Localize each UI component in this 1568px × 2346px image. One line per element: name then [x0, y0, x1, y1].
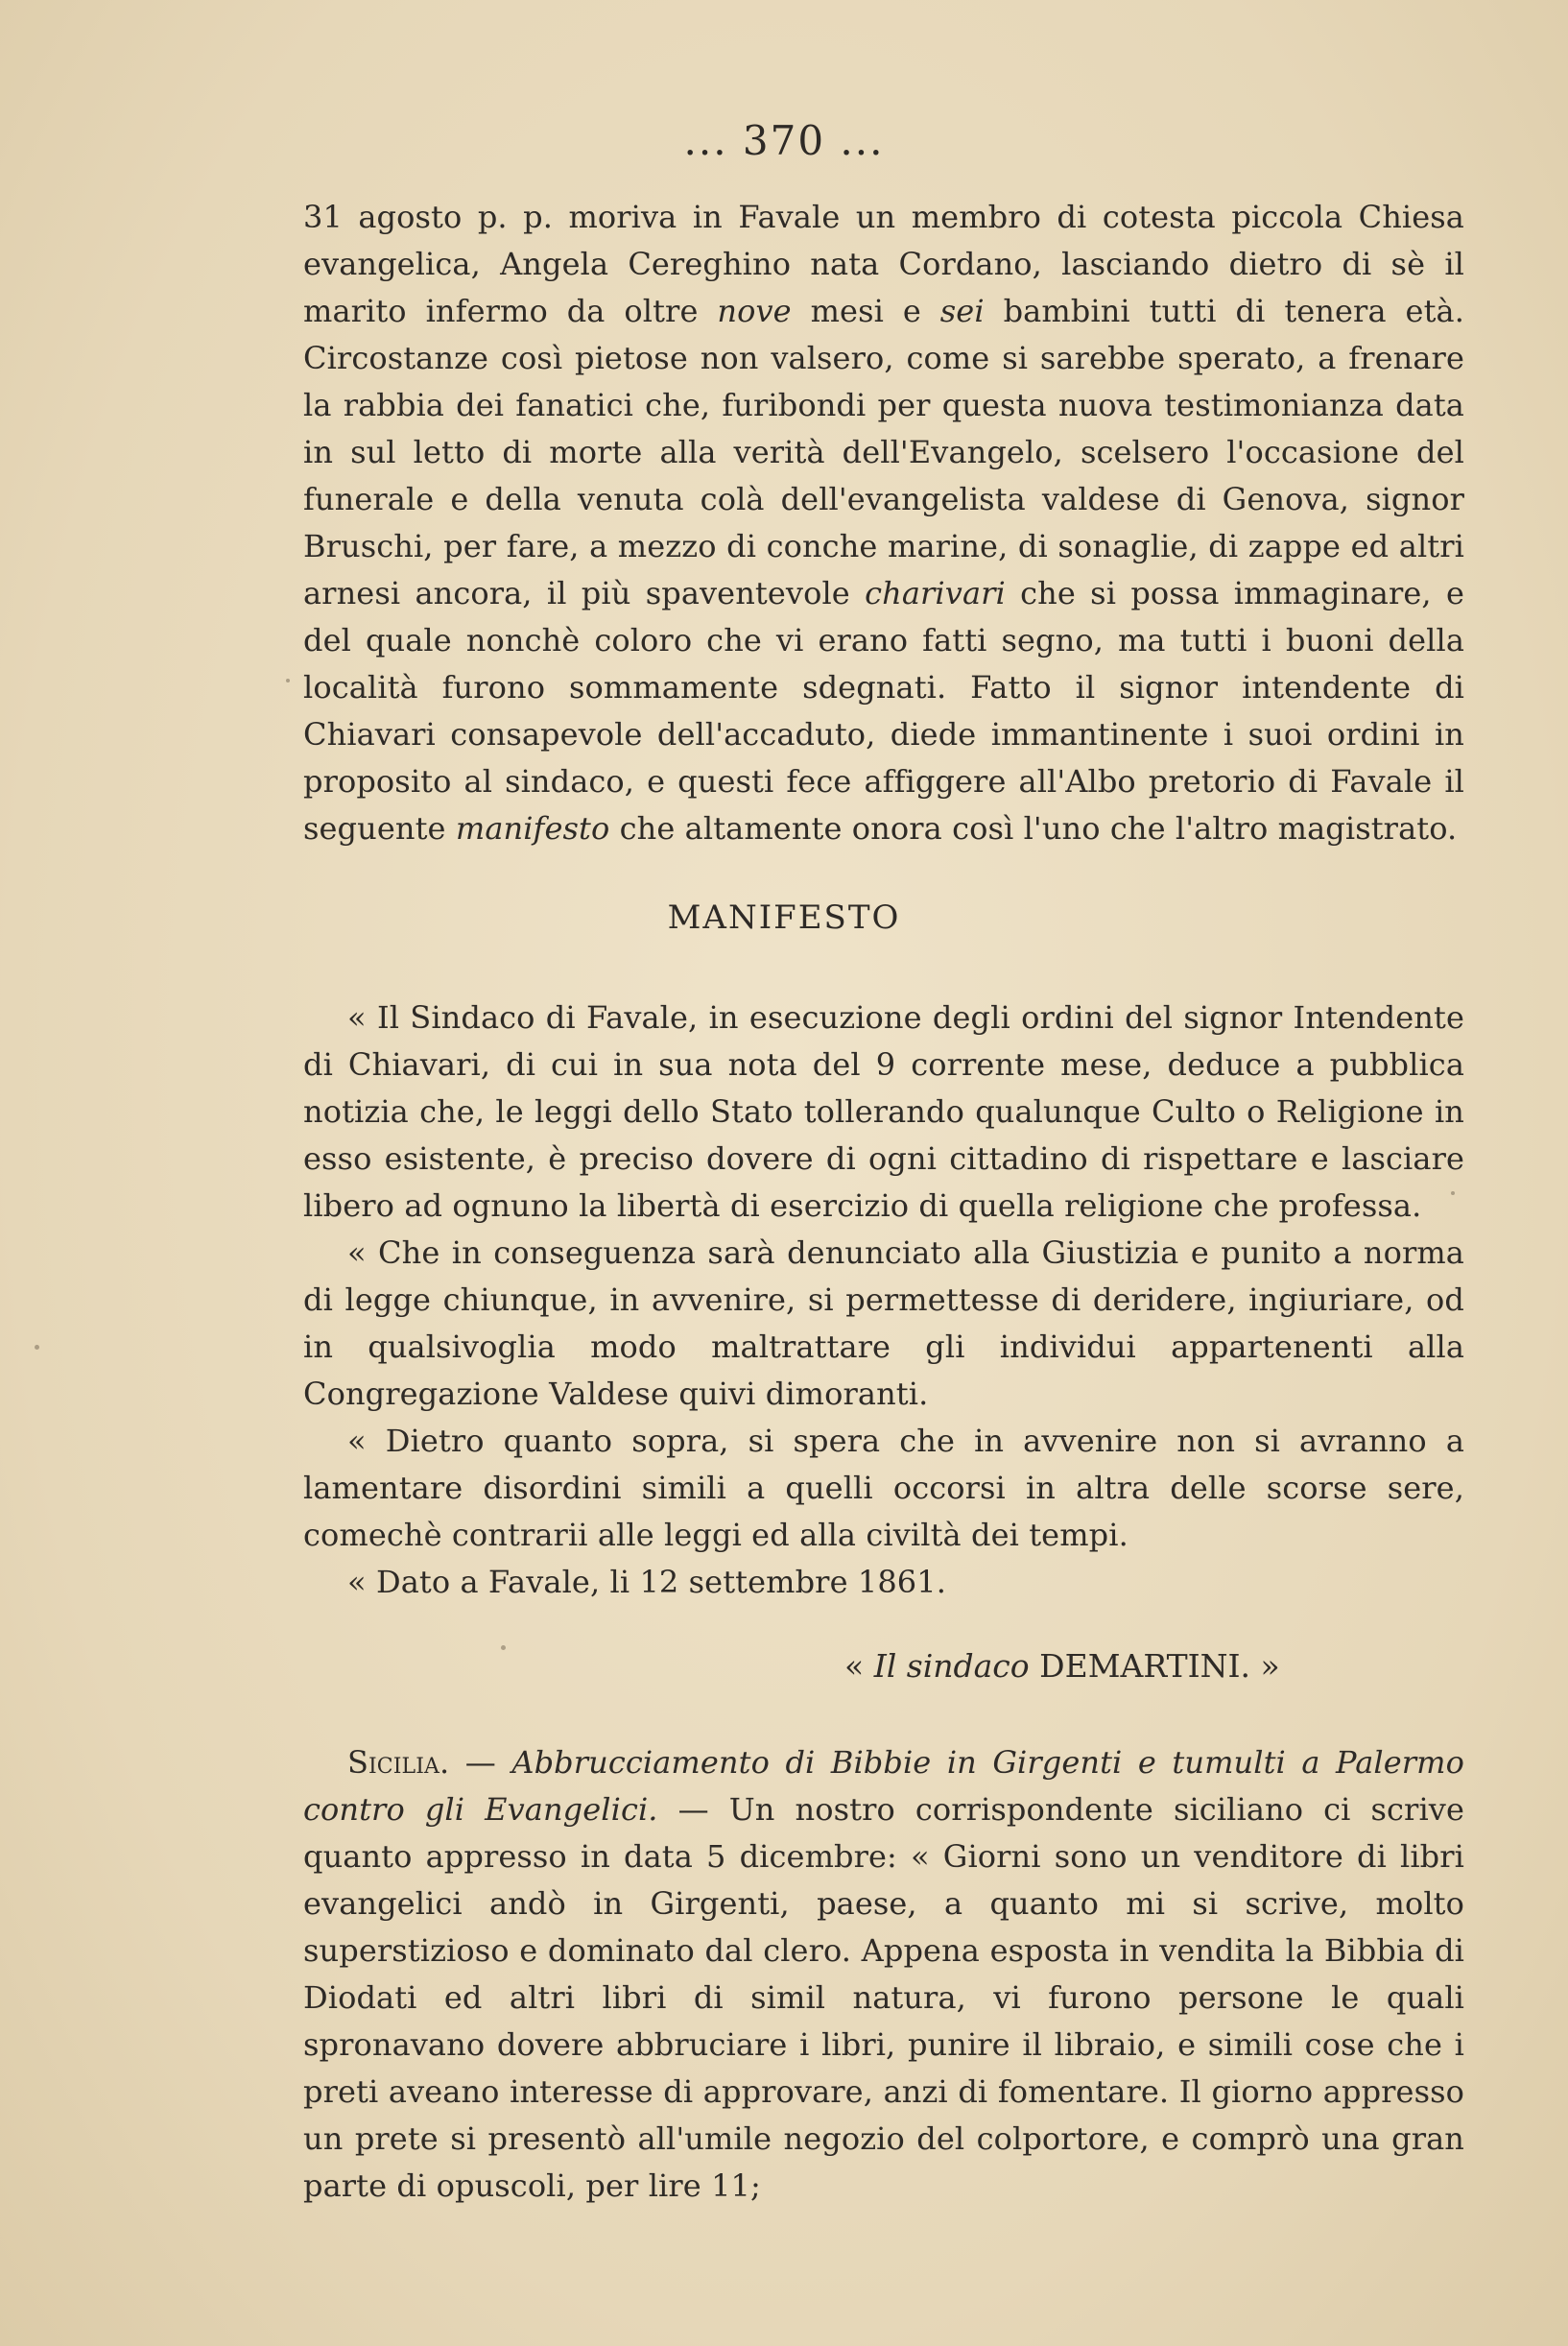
emphasis-nove: nove [717, 293, 792, 329]
manifesto-paragraph-4: « Dato a Favale, li 12 settembre 1861. [347, 1564, 947, 1600]
intro-paragraph: 31 agosto p. p. moriva in Favale un membro di cotesta piccola Chiesa evangelica, Angela Cereghino nata Cordano, lasciando dietro di sè il marito infermo da oltre nove mesi e sei bambini tutti di tenera età. Circostanze così pietose non valsero, come si sarebbe sperato, a frenare la rabbia dei fanatici che, furibondi per questa nuova testimonianza data in sul letto di morte alla verità dell'Evangelo, scelsero l'occasione del funerale e della venuta colà dell'evangelista valdese di Genova, signor Bruschi, per fare, a mezzo di conche marine, di sonaglie, di zappe ed altri arnesi ancora, il più spaventevole charivari che si possa immaginare, e del quale nonchè coloro che vi erano fatti segno, ma tutti i buoni della località furono sommamente sdegnati. Fatto il signor intendente di Chiavari consapevole dell'accaduto, diede immantinente i suoi ordini in proposito al sindaco, e questi fece affiggere all'Albo pretorio di Favale il seguente manifesto che altamente onora così l'uno che l'altro magistrato. [303, 199, 1465, 847]
scan-speck [501, 1645, 506, 1650]
manifesto-paragraph-2: « Che in conseguenza sarà denunciato alla Giustizia e punito a norma di legge chiunque, in avvenire, si permettesse di deridere, ingiuriare, od in qualsivoglia modo maltrattare gli individui appartenenti alla Congregazione Valdese quivi dimoranti. [303, 1234, 1464, 1412]
article-title: Abbrucciamento di Bibbie in Girgenti e tumulti a Palermo contro gli Evangelici. [303, 1744, 1464, 1828]
emphasis-charivari: charivari [865, 575, 1006, 611]
manifesto-heading: MANIFESTO [667, 898, 901, 937]
manifesto-paragraph-3: « Dietro quanto sopra, si spera che in avvenire non si avranno a lamentare disordini simili a quelli occorsi in altra delle scorse sere, comechè contrarii alle leggi ed alla civiltà dei tempi. [303, 1423, 1464, 1553]
page-number: ... 370 ... [683, 117, 885, 164]
scan-speck [286, 679, 290, 682]
emphasis-sei: sei [939, 293, 985, 329]
scan-speck [1451, 1191, 1455, 1195]
signature-name: DEMARTINI. » [1029, 1647, 1280, 1685]
manifesto-body [303, 994, 1464, 1606]
manifesto-signature: « Il sindaco DEMARTINI. » [844, 1647, 1280, 1685]
article-body: — Un nostro corrispondente siciliano ci scrive quanto appresso in data 5 dicembre: « Giorni sono un venditore di libri evangelici andò in Girgenti, paese, a quanto mi si scrive, molto superstizioso e dominato dal clero. Appena esposta in vendita la Bibbia di Diodati ed altri libri di simil natura, vi furono persone le quali spronavano dovere abbruciare i libri, punire il libraio, e simili cose che i preti aveano interesse di approvare, anzi di fomentare. Il giorno appresso un prete si presentò all'umile negozio del colportore, e comprò una gran parte di opuscoli, per lire 11; [303, 1791, 1464, 2204]
sicilia-article: Sicilia. — Abbrucciamento di Bibbie in Girgenti e tumulti a Palermo contro gli Evangelici. — Un nostro corrispondente siciliano ci scrive quanto appresso in data 5 dicembre: « Giorni sono un venditore di libri evangelici andò in Girgenti, paese, a quanto mi si scrive, molto superstizioso e dominato dal clero. Appena esposta in vendita la Bibbia di Diodati ed altri libri di simil natura, vi furono persone le quali spronavano dovere abbruciare i libri, punire il libraio, e simili cose che i preti aveano interesse di approvare, anzi di fomentare. Il giorno appresso un prete si presentò all'umile negozio del colportore, e comprò una gran parte di opuscoli, per lire 11; [303, 1744, 1464, 2204]
signature-title: Il sindaco [873, 1647, 1030, 1685]
scan-speck [35, 1345, 39, 1350]
manifesto-paragraph-1: « Il Sindaco di Favale, in esecuzione degli ordini del signor Intendente di Chiavari, di cui in sua nota del 9 corrente mese, deduce a pubblica notizia che, le leggi dello Stato tollerando qualunque Culto o Religione in esso esistente, è preciso dovere di ogni cittadino di rispettare e lasciare libero ad ognuno la libertà di esercizio di quella religione che professa. [303, 999, 1464, 1224]
emphasis-manifesto: manifesto [455, 810, 610, 847]
section-label: Sicilia. [347, 1744, 450, 1781]
